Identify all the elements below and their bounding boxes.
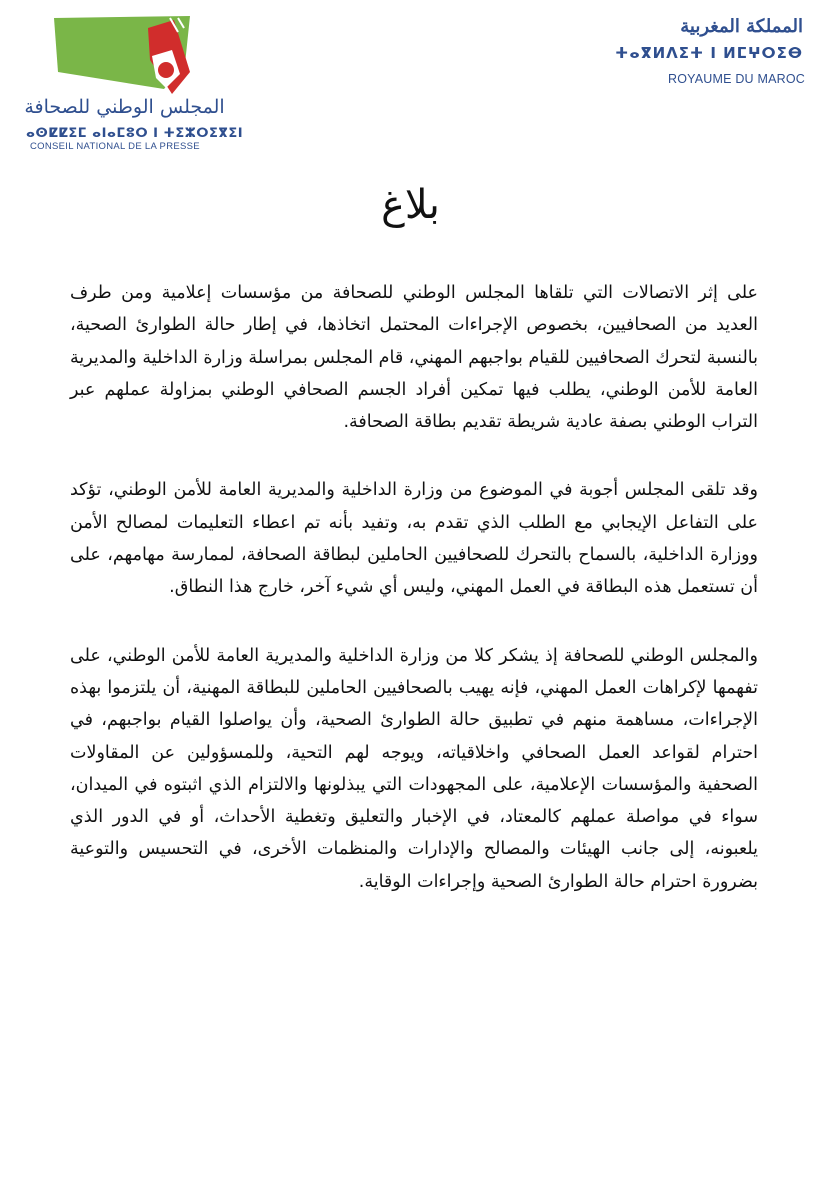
paragraph-1: على إثر الاتصالات التي تلقاها المجلس الوطني للصحافة من مؤسسات إعلامية ومن طرف العديد من الصحافيين، بخصوص الإجراءات المحتمل اتخاذها، في إطار حالة الطوارئ الصحية، بالنسبة لتحرك الصحافيين للقيام بواجبهم المهني، قام المجلس بمراسلة وزارة الداخلية والمديرية العامة للأمن الوطني، يطلب فيها تمكين أفراد الجسم الصحافي الوطني بمزاولة عملهم عبر التراب الوطني بصفة عادية شريطة تقديم بطاقة الصحافة. [70, 283, 758, 433]
kingdom-header [609, 16, 809, 88]
paragraph-3: والمجلس الوطني للصحافة إذ يشكر كلا من وزارة الداخلية والمديرية العامة للأمن الوطني، على تفهمها لإكراهات العمل المهني، فإنه يهيب بالصحافيين الحاملين للبطاقة المهنية، أن يلتزموا بهذه الإجراءات، مساهمة منهم في تطبيق حالة الطوارئ الصحية، وأن يواصلوا القيام بواجبهم، في احترام لقواعد العمل الصحافي واخلاقياته، ويوجه لهم التحية، وللمسؤولين عن المقاولات الصحفية والمؤسسات الإعلامية، على المجهودات التي يبذلونها والالتزام الذي اثبتوه في الميدان، سواء في مواصلة عملهم كالمعتاد، في الإخبار والتعليق وتغطية الأحداث، أو في الدور الذي يلعبونه، إلى جانب الهيئات والمصالح والإدارات والمنظمات الأخرى، في التحسيس والتوعية بضرورة احترام حالة الطوارئ الصحية وإجراءات الوقاية. [70, 645, 758, 892]
council-logo [22, 14, 242, 154]
kingdom-name-french: ROYAUME DU MAROC [667, 72, 805, 86]
document-body [70, 277, 758, 934]
document-title: بلاغ [381, 182, 440, 228]
council-name-arabic: المجلس الوطني للصحافة [24, 96, 225, 118]
kingdom-name-tifinagh: ⵜⴰⴳⵍⴷⵉⵜ ⵏ ⵍⵎⵖⵔⵉⴱ [615, 44, 803, 62]
paragraph-2: وقد تلقى المجلس أجوبة في الموضوع من وزارة الداخلية والمديرية العامة للأمن الوطني، تؤكد على التفاعل الإيجابي مع الطلب الذي تقدم به، وتفيد بأنه تم اعطاء التعليمات لمصالح الأمن ووزارة الداخلية، بالسماح بالتحرك للصحافيين الحاملين لبطاقة الصحافة، لممارسة مهامهم، على أن تستعمل هذه البطاقة في العمل المهني، وليس أي شيء آخر، خارج هذا النطاق. [70, 480, 758, 598]
kingdom-name-arabic: المملكة المغربية [680, 16, 803, 37]
council-emblem-icon [52, 16, 197, 96]
council-name-tifinagh: ⴰⵙⵇⵇⵉⵎ ⴰⵏⴰⵎⵓⵔ ⵏ ⵜⵉⵣⵔⵉⴳⵉⵏ [26, 126, 244, 141]
council-name-french: CONSEIL NATIONAL DE LA PRESSE [30, 141, 200, 152]
